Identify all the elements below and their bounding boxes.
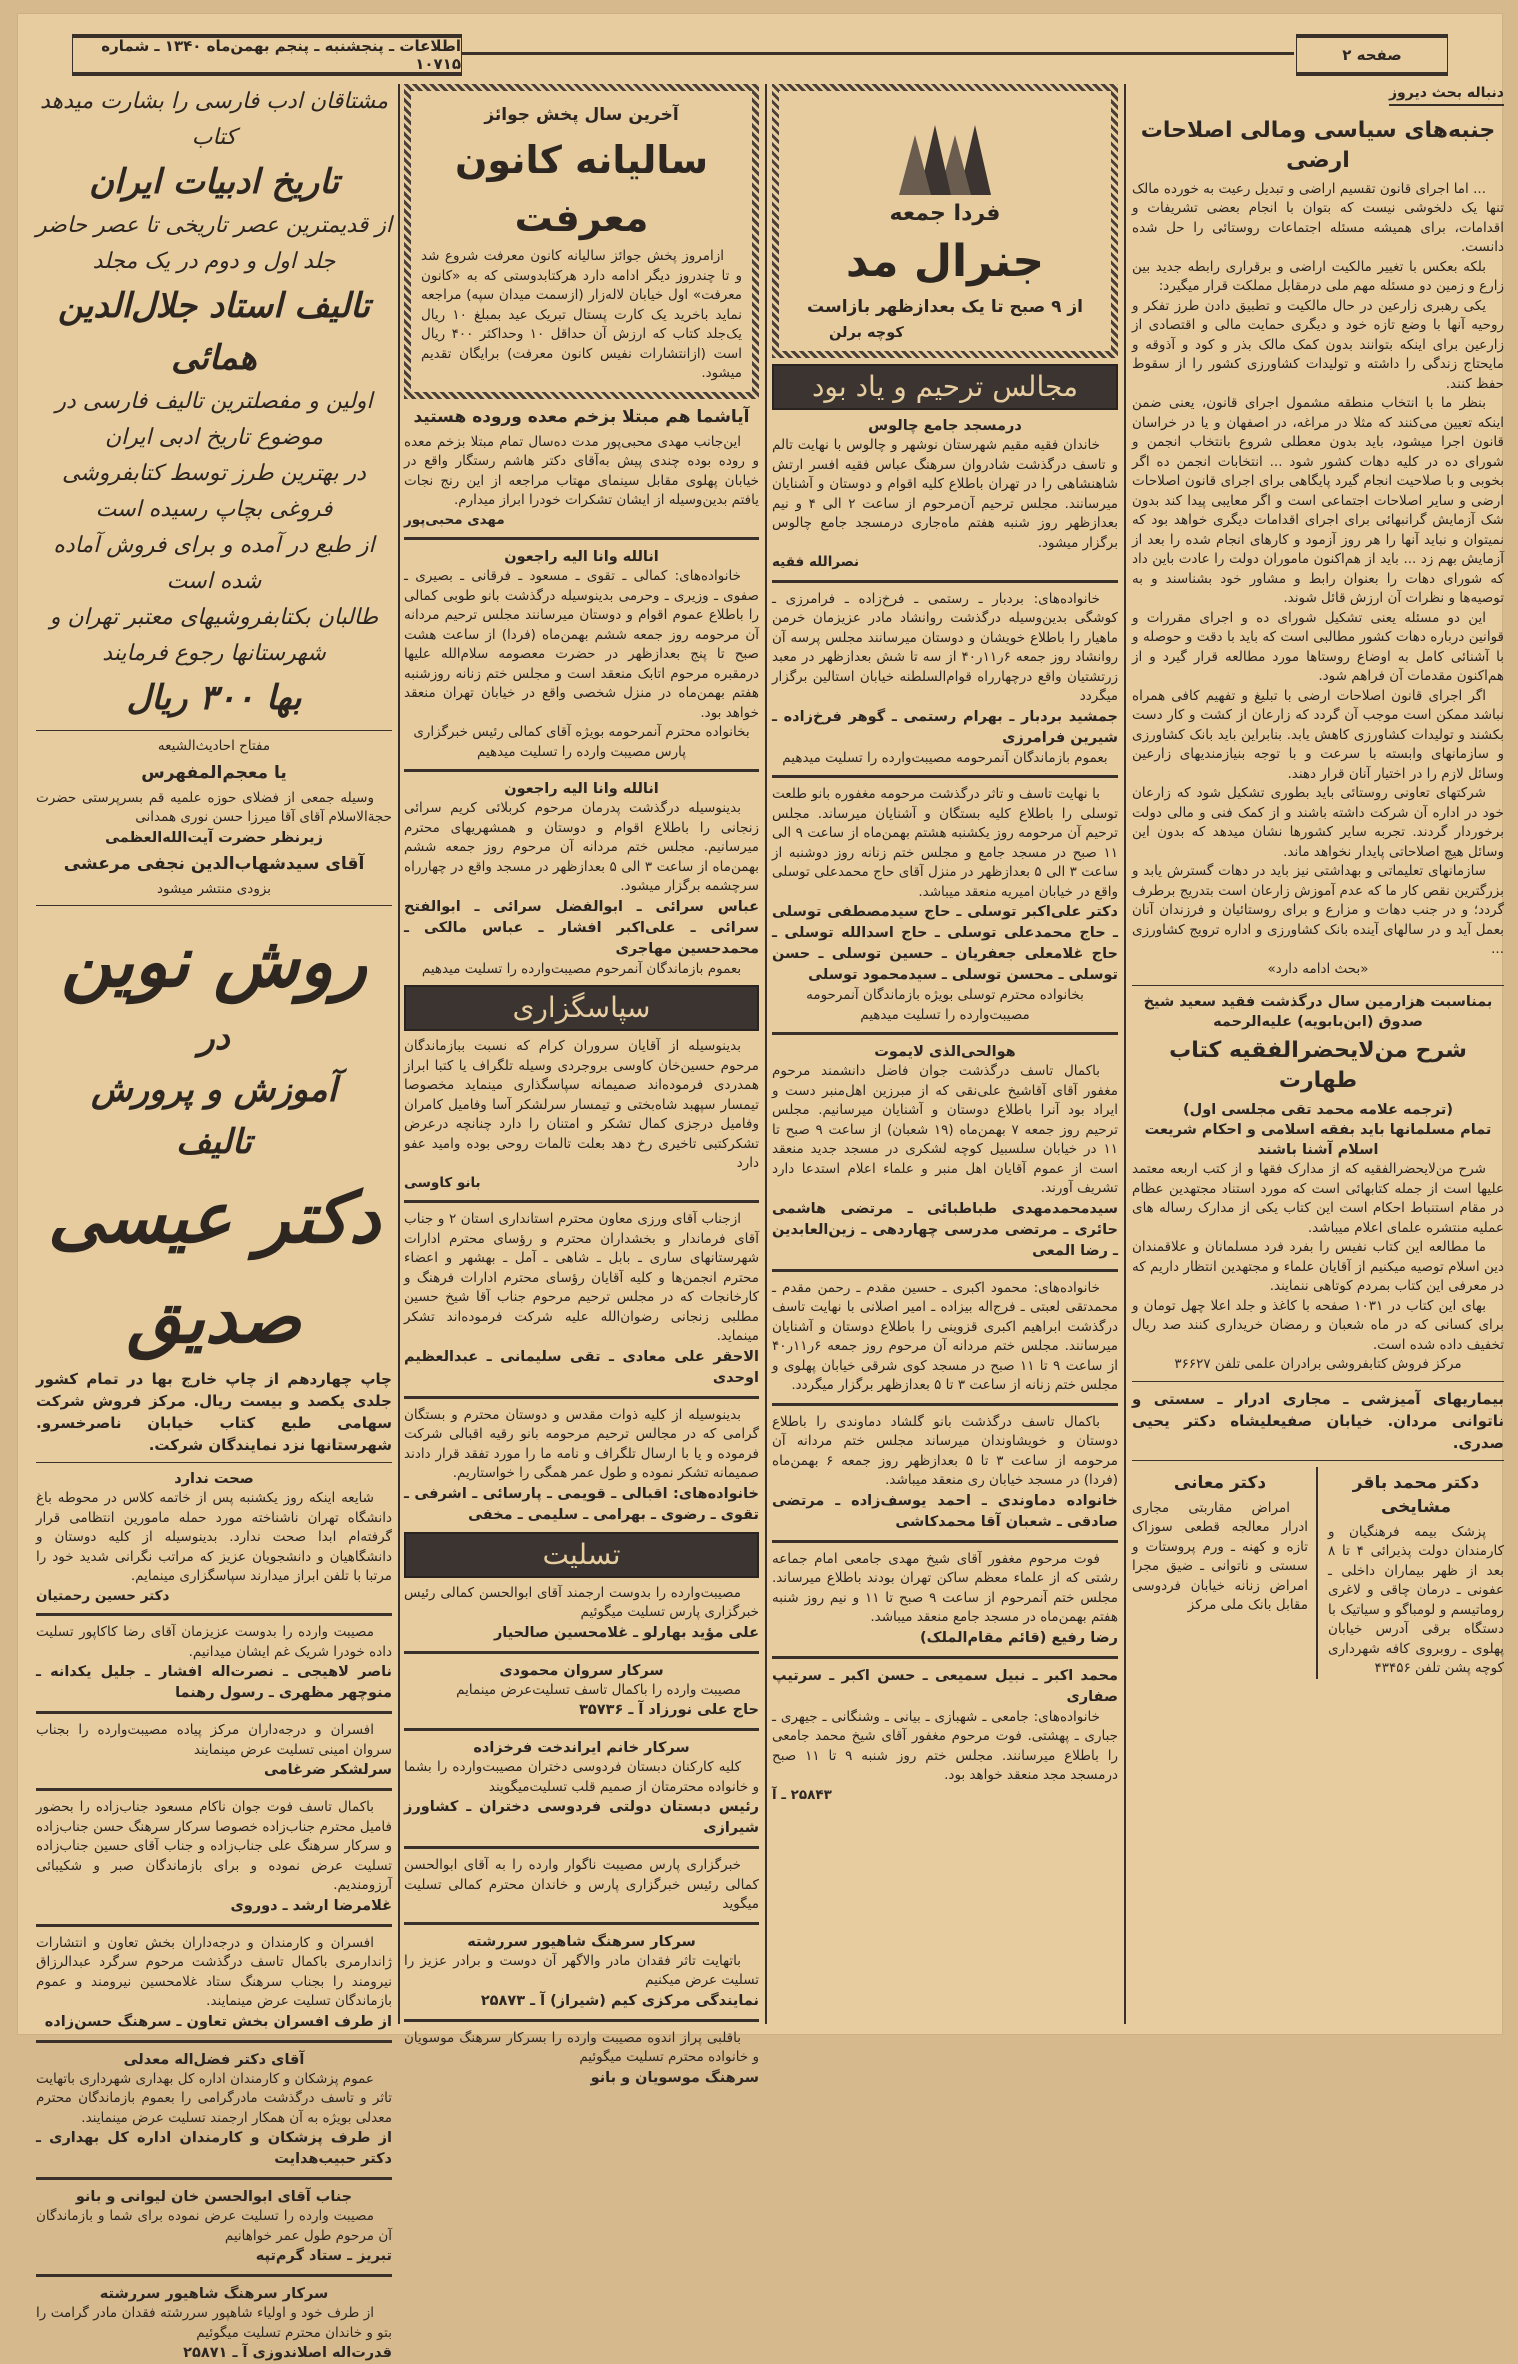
paragraph: مصیبت وارده را بدوست عزیزمان آقای رضا کاکاپور تسلیت داده خودرا شریک غم ایشان میدانیم. <box>36 1624 392 1660</box>
paragraph: مصیبت‌وارده را بدوست ارجمند آقای ابوالحسن کمالی رئیس خبرگزاری پارس تسلیت میگوئیم <box>404 1584 759 1620</box>
ad-title-line: بها ۳۰۰ ریال <box>126 678 302 718</box>
signatories: سیدمحمدمهدی طباطبائی ـ مرتضی هاشمی حائری ـ مرتضی مدرسی چهاردهی ـ زین‌العابدین ـ رضا المعی <box>772 1200 1118 1259</box>
signatories: علی مؤید بهارلو ـ غلامحسین صالحیار <box>493 1624 759 1641</box>
centered-note: مفتاح احادیث‌الشیعه <box>157 738 271 754</box>
block-title: درمسجد جامع چالوس <box>868 418 1022 434</box>
tree-icon <box>899 135 931 195</box>
divider <box>404 1651 759 1654</box>
subheadline: یا معجم‌المفهرس <box>141 762 287 783</box>
ad-text: ازامروز پخش جوائز سالیانه کانون معرفت شروع شد و تا چندروز دیگر ادامه دارد هرکتابدوستی که به «کانون معرفت» اول خیابان لاله‌زار (ازسمت میدان سپه) مراجعه نماید باخرید یک کارت پستال تبریک عید بمبلغ ۱۰ ریال یک‌جلد کتاب که ارزش آن حداقل ۱۰ وحداکثر ۴۰۰ ریال است (ازانتشارات نفیس کانون معرفت) برایگان تقدیم میشود. <box>421 248 742 381</box>
divider <box>36 730 392 731</box>
signature: نصرالله فقیه <box>772 554 860 570</box>
divider <box>772 1269 1118 1272</box>
divider <box>772 1403 1118 1406</box>
centered-note: بعموم بازماندگان آنمرحومه مصیبت‌وارده را تسلیت میدهیم <box>782 749 1108 766</box>
kanoon-marefat-ad <box>404 84 759 399</box>
paragraph: مصیبت وارده را تسلیت عرض نموده برای شما و بازماندگان آن مرحوم طول عمر خواهانیم <box>36 2208 392 2244</box>
divider <box>36 1924 392 1927</box>
headline: شرح من‌لایحضرالفقیه کتاب طهارت <box>1169 1038 1467 1093</box>
divider <box>1132 1381 1504 1382</box>
paragraph: شایعه اینکه روز یکشنبه پس از خاتمه کلاس در محوطه باغ دانشگاه تهران ناشناخته مورد حمله مامورین انتظامی قرار گرفته‌ام ابدا صحت ندارد. بدینوسیله از کلیه دوستان و دانشگاهیان و دانشجویان عزیز که مراتب نگرانی شدید خود را مرتبا با تلفن ابراز میدارند سپاسگزاری مینمایم. <box>36 1490 392 1584</box>
block-title: جناب آقای ابوالحسن خان لیوانی و بانو <box>75 2189 353 2205</box>
ad-kicker: فردا جمعه <box>889 201 1001 226</box>
centered-note: بخانواده محترم توسلی بویژه بازماندگان آنمرحومه مصیبت‌وارده را تسلیت میدهیم <box>806 987 1084 1023</box>
trees-logo-icon <box>789 105 1101 195</box>
divider <box>772 1540 1118 1543</box>
paragraph: وسیله جمعی از فضلای حوزه علمیه قم بسرپرستی حضرت حجة‌الاسلام آقای آقا میرزا حسن نوری همدانی <box>36 789 392 825</box>
block-title: سرکار سرهنگ شاهیور سررشته <box>467 1933 696 1950</box>
centered-note: بزودی منتشر میشود <box>156 880 272 897</box>
divider <box>772 775 1118 778</box>
signatories: سرهنگ موسویان و بانو <box>590 2069 759 2086</box>
header-rule <box>462 52 1294 55</box>
paragraph: بنظر ما با انتخاب منطقه مشمول اجرای قانون، یعنی ضمن اینکه تعیین می‌کنند که مثلا در مراغه، در اصفهان و یا در خراسان قانون اجرا میشود، باید بدون معطلی شروع بانتخاب انجمن و شورای ده در کلیه دهات کشور شود ... انتخابات انجمن ده اگر بخوبی و با صلاحیت انجام گیرد پایگاهی برای اجرای قانون اصلاحات ارضی و سایر اصلاحات اجتماعی است و اگر معایبی پیدا کند بدون شک آزمایش گرانبهائی برای اجرای اقدامات دیگری خواهد بود که نمیتوان و نباید آنها را هر روز آزمود و کارهای انجام شده را بعد از آزمایش بهم زد ... باید از هم‌اکنون ماموران دولت را عادت باین داد که شورای دهات را بعنوان رابط و مشاور خود بشناسند و به توصیه‌ها و نظرات آن ارزش قائل شوند. <box>1132 395 1504 606</box>
column-right <box>1132 84 1504 1679</box>
doctor-ads <box>1132 1467 1504 1679</box>
ad-line: کتاب <box>191 125 237 150</box>
paragraph: باقلبی پراز اندوه مصیبت وارده را بسرکار سرهنگ موسویان و خانواده محترم تسلیت میگوئیم <box>404 2029 759 2065</box>
signature: بانو کاوسی <box>404 1174 481 1191</box>
block-title: (ترجمه علامه محمد تقی مجلسی اول) <box>1182 1102 1454 1118</box>
general-mod-ad <box>772 84 1118 358</box>
paragraph: افسران و درجه‌داران مرکز پیاده مصیبت‌وارده را بجناب سروان امینی تسلیت عرض مینمایند <box>36 1722 392 1758</box>
signatories: سرلشکر ضرغامی <box>263 1762 392 1778</box>
divider <box>404 2019 759 2022</box>
divider <box>404 1396 759 1399</box>
ad-line: مشتاقان ادب فارسی را بشارت میدهد <box>40 89 388 114</box>
ad-title-line: تاریخ ادبیات ایران <box>88 162 340 202</box>
divider <box>36 2177 392 2180</box>
paragraph: بدینوسیله از آقایان سروران کرام که نسبت ببازماندگان مرحوم حسین‌خان کاوسی بروجردی وسیله تلگراف یا کتبا ابراز همدردی فرموده‌اند صمیمانه سپاسگذاری مینماید مخصوصا تیمسار سپهبد شاه‌بختی و تیمسار سرلشکر آسا وفامیل کامران وفامیل درجزی کمال تشکر و امتنان را دارد چنانچه درعرض تشکرکتبی تاخیری رخ دهد بعلت تالمات روحی بوده وامید عفو دارد <box>404 1038 759 1171</box>
divider <box>772 1656 1118 1659</box>
ad-line: طالبان بکتابفروشیهای معتبر تهران و شهرستانها رجوع فرمایند <box>49 605 379 666</box>
divider <box>404 1846 759 1849</box>
divider <box>36 905 392 906</box>
paragraph: افسران و کارمندان و درجه‌داران بخش تعاون و انتشارات ژاندارمری باکمال تاسف درگذشت مرحوم سرگرد عبدالرزاق نیرومند را بجناب سرهنگ ستاد غلامحسین نیرومند و عموم بازماندگان تسلیت عرض مینمایند. <box>36 1934 392 2009</box>
divider <box>36 1462 392 1463</box>
ad-title: روش نوین <box>61 920 367 1003</box>
divider <box>36 1613 392 1616</box>
headline: جنبه‌های سیاسی ومالی اصلاحات ارضی <box>1140 117 1496 173</box>
doctor-name: دکتر معانی <box>1173 1472 1267 1493</box>
doctor-ad <box>1328 1467 1504 1679</box>
doctor-ad-text: پزشک بیمه فرهنگیان و کارمندان دولت پذیرائی ۴ تا ۸ بعد از ظهر بیماران داخلی ـ عفونی ـ درمان چاقی و لاغری روماتیسم و لومباگو و سیاتیک با دستگاه برقی آدرس خیابان پهلوی ـ روبروی کافه شهرداری کوچه پشن تلفن ۴۳۴۵۶ <box>1328 1523 1505 1676</box>
divider <box>404 1728 759 1731</box>
subheadline: آیاشما هم مبتلا بزخم معده وروده هستید <box>413 406 750 427</box>
divider <box>772 580 1118 583</box>
signatories: قدرت‌اله اصلاندوزی آ ـ ۲۵۸۷۱ <box>183 2345 392 2361</box>
ad-line: اولین و مفصلترین تالیف فارسی در موضوع تاریخ ادبی ایران <box>55 389 373 450</box>
paragraph: ما مطالعه این کتاب نفیس را بفرد فرد مسلمانان و علاقمندان دین اسلام توصیه میکنیم از آقایان علماء و مجتهدین انتظار داریم که در معرفی این کتاب بمردم کوتاهی ننمایند. <box>1132 1239 1504 1294</box>
ad-title-line: آموزش و پرورش <box>91 1070 337 1110</box>
signatories: خانواده‌های: اقبالی ـ قویمی ـ پارسائی ـ اشرفی ـ تقوی ـ رضوی ـ بهرامی ـ سلیمی ـ مخفی <box>404 1485 759 1523</box>
paragraph: اگر اجرای قانون اصلاحات ارضی با تبلیغ و تفهیم کافی همراه نباشد ممکن است موجب آن گردد که زارعان از کشت و کار دست بکشند و تولیدات کشاورزی کاهش یابد. بنابراین باید بانک کشاورزی و سازمانهای وابسته با سرعت و با توجه بنیازمندیهای زارعین وسائل لازم را در اختیار آنان قرار دهند. <box>1132 687 1504 782</box>
signatories: از طرف افسران بخش تعاون ـ سرهنگ حسن‌زاده <box>44 2013 392 2030</box>
block-title: سرکار خانم ایراندخت فرخزاده <box>473 1740 690 1756</box>
block-title: زیرنظر حضرت آیت‌الله‌العظمی <box>105 829 323 846</box>
masthead-dateline: اطلاعات ـ پنجشنبه ـ پنجم بهمن‌ماه ۱۳۴۰ ـ شماره ۱۰۷۱۵ <box>101 37 461 73</box>
ad-title: جنرال مد <box>845 236 1045 287</box>
divider <box>1132 985 1504 986</box>
centered-note: بخانواده محترم آنمرحومه بویژه آقای کمالی رئیس خبرگزاری پارس مصیبت وارده را تسلیت میدهیم <box>413 724 750 760</box>
signatories: الاحقر علی معادی ـ تقی سلیمانی ـ عبدالعظیم اوحدی <box>404 1348 759 1386</box>
paragraph: با نهایت تاسف و تاثر درگذشت مرحومه مغفوره بانو طلعت توسلی را باطلاع کلیه بستگان و آشنایان میرساند. مجلس ترحیم آن مرحومه روز یکشنبه هشتم بهمن‌ماه از ساعت ۹ الی ۱۱ صبح در مسجد جامع و مجلس ختم زنانه روز دوشنبه از ساعت ۳ الی ۵ بعدازظهر در منزل آقای حاج محمدعلی توسلی واقع در خیابان امیریه منعقد میباشد. <box>772 786 1119 900</box>
signatories: حاج علی نورزاد آ ـ ۳۵۷۳۶ <box>579 1702 759 1718</box>
column-mid-right <box>772 84 1118 1805</box>
signatories: جمشید بردبار ـ بهرام رستمی ـ گوهر فرخ‌زاده ـ شیرین فرامرزی <box>772 708 1118 746</box>
section-banner: سپاسگزاری <box>404 985 759 1031</box>
paragraph: شرکتهای تعاونی روستائی باید بطوری تشکیل شود که زارعان خود در اداره آن شرکت داشته باشند و از کمک فنی و مالی دولت برخوردار گردند. تجربه سایر کشورها نشان میدهد که بدون این وسائل هیچ اصلاحاتی پایدار نخواهد ماند. <box>1132 785 1504 860</box>
paragraph: باکمال تاسف درگذشت بانو گلشاد دماوندی را باطلاع دوستان و خویشاوندان میرساند مجلس ختم مردانه آن مرحومه از ساعت ۳ تا ۵ بعدازظهر روز جمعه ۶ بهمن‌ماه (فردا) در مسجد خیابان ری منعقد میباشد. <box>772 1413 1118 1488</box>
paragraph: بدینوسیله درگذشت پدرمان مرحوم کربلائی کریم سرائی زنجانی را باطلاع اقوام و دوستان و همشهریهای محترم میرسانیم. مجلس ختم مردانه آن مرحوم روز جمعه ششم بهمن‌ماه از ساعت ۳ الی ۵ بعدازظهر در مسجد واقع در چهارراه سرچشمه برگزار میشود. <box>404 800 760 894</box>
paragraph: ... اما اجرای قانون تقسیم اراضی و تبدیل رعیت به خورده مالک تنها یک دلخوشی نیست که بتوان با انجام بعضی تشریفات و اقدامات، برای همیشه مسئله اجتماعات روستائی را حل شده دانست. <box>1132 180 1504 255</box>
paragraph: خانواده‌های: بردبار ـ رستمی ـ فرخ‌زاده ـ فرامرزی ـ کوشگی بدین‌وسیله درگذشت روانشاد مادر عزیزمان خرمن ماهیار را باطلاع خویشان و دوستان میرسانند مجلس پرسه آن روانشاد روز جمعه ۶ر۱۱ر۴۰ از سه تا شش بعدازظهر در معبد زرتشتیان واقع درچهارراه قوام‌السلطنه خیابان استالین برگزار میگردد <box>772 590 1118 704</box>
ad-title: سالیانه کانون معرفت <box>454 138 709 240</box>
ad-line: در بهترین طرز توسط کتابفروشی فروغی بچاپ رسیده است <box>62 461 366 522</box>
signatories: غلامرضا ارشد ـ دوروی <box>230 1897 392 1914</box>
column-divider <box>1124 84 1126 2024</box>
paragraph: یکی رهبری زارعین در حال مالکیت و تطبیق دادن طرز تفکر و روحیه آنها با وضع تازه خود و دیگری حمایت مالی و اقتصادی از زارعین برای اینکه بتوانند بدون کمک مالک بذر و کود و آذوقه و مایحتاج زندگی را داشته و تولیدات کشاورزی کشور را از سقوط حفظ کنند. <box>1132 297 1504 392</box>
block-title: تمام مسلمانها باید بفقه اسلامی و احکام شریعت اسلام آشنا باشند <box>1144 1122 1492 1158</box>
notice-text: چاپ چهاردهم از چاپ خارج بها در تمام کشور جلدی یکصد و بیست ریال. مرکز فروش شرکت سهامی طبع کتاب خیابان ناصرخسرو. شهرستانها نزد نمایندگان شرکت. <box>36 1370 392 1454</box>
paragraph: کلیه کارکنان دبستان فردوسی دختران مصیبت‌وارده را بشما و خانواده محترمتان از صمیم قلب تسلیت‌میگویند <box>404 1759 759 1795</box>
column-mid-left <box>404 84 759 2089</box>
column-left <box>36 84 392 2364</box>
divider <box>1132 1460 1504 1461</box>
signatories: نمایندگی مرکزی کیم (شیراز) آ ـ ۲۵۸۷۳ <box>480 1992 759 2009</box>
ad-hours: از ۹ صبح تا یک بعدازظهر بازاست <box>806 297 1084 317</box>
paragraph: خانواده‌های: محمود اکبری ـ حسین مقدم ـ رحمن مقدم ـ محمدتقی لعبتی ـ فرج‌اله بیزاده ـ امیر اصلانی با نهایت تاسف درگذشت ابراهیم اکبری قزوینی را باطلاع دوستان و آشنایان میرسانند. مجلس ختم مردانه آن مرحوم روز جمعه ۶ر۱۱ر۴۰ از ساعت ۹ تا ۱۱ صبح در مسجد کوی شرقی خیابان پهلوی و مجلس ختم زنانه از ساعت ۳ تا ۵ بعدازظهر برگزار میگردد. <box>772 1279 1119 1393</box>
block-title: انالله وانا الیه راجعون <box>504 549 659 565</box>
block-title: بمناسبت هزارمین سال درگذشت فقید سعید شیخ صدوق (ابن‌بابویه) علیه‌الرحمه <box>1143 994 1493 1030</box>
paragraph: خاندان فقیه مقیم شهرستان نوشهر و چالوس با نهایت تالم و تاسف درگذشت شادروان سرهنگ عباس فقیه افسر ارتش شاهنشاهی را در تهران باطلاع کلیه اقوام و دوستان و آشنایان میرسانند. مجلس ترحیم آن‌مرحوم از ساعت ۲ الی ۴ و نیم بعدازظهر روز شنبه هفتم ماه‌جاری درمسجد جامع چالوس برگزار میشود. <box>772 437 1118 551</box>
signatories: دکتر علی‌اکبر توسلی ـ حاج سیدمصطفی توسلی ـ حاج محمدعلی توسلی ـ حاج اسدالله توسلی ـ حاج غلامعلی جعفریان ـ حسین توسلی ـ حسن توسلی ـ محسن توسلی ـ سیدمحمود توسلی <box>772 904 1118 983</box>
ad-title: دکتر عیسی صدیق <box>47 1176 381 1359</box>
divider <box>36 1788 392 1791</box>
block-title: سرکار سروان محمودی <box>499 1662 664 1679</box>
paragraph: شرح من‌لایحضرالفقیه که از مدارک فقها و از کتب اربعه معتمد علیها است از جمله کتابهائی است که مورد استناد مجتهدین عظام در مقام استنباط احکام است این کتاب یکی از مدارک رساله های عملیه منتشره علمای اعلام میباشد. <box>1132 1161 1504 1236</box>
block-title: صحت ندارد <box>174 1471 254 1487</box>
page-number-box <box>1296 34 1448 76</box>
ad-title-line: در <box>198 1018 230 1058</box>
paragraph: بهای این کتاب در ۱۰۳۱ صفحه با کاغذ و جلد اعلا چهل تومان و برای کسانی که در ماه شعبان و رمضان خریداری کنند صد ریال تخفیف داده شده است. <box>1132 1297 1504 1353</box>
centered-note: مرکز فروش کتابفروشی برادران علمی تلفن ۳۶۶۲۷ <box>1174 1356 1462 1372</box>
paragraph: فوت مرحوم مغفور آقای شیخ مهدی جامعی امام جماعه رشتی که از علماء معظم ساکن تهران بودند باطلاع میرساند. مجلس ختم آنمرحوم از ساعت ۹ صبح تا ۱۱ و نیم روز شنبه هفتم بهمن‌ماه در مسجد جامع منعقد میباشد. <box>772 1550 1118 1625</box>
signature: مهدی محبی‌پور <box>404 511 505 528</box>
signatories: رئیس دبستان دولتی فردوسی دختران ـ کشاورز شیرازی <box>404 1799 759 1836</box>
paragraph: مصیبت وارده را باکمال تاسف تسلیت‌عرض مینمایم <box>456 1681 741 1698</box>
block-title: هوالحی‌الذی لایموت <box>874 1044 1016 1060</box>
block-title: انالله وانا الیه راجعون <box>504 781 659 797</box>
divider <box>404 537 759 540</box>
signatories: رضا رفیع (قائم مقام‌الملک) <box>919 1629 1118 1646</box>
column-divider <box>398 84 400 2024</box>
signatories: از طرف پزشکان و کارمندان اداره کل بهداری ـ دکتر حبیب‌هدایت <box>36 2130 392 2167</box>
divider <box>404 1922 759 1925</box>
divider <box>36 2274 392 2277</box>
signatories: محمد اکبر ـ نبیل سمیعی ـ حسن اکبر ـ سرتیپ صفاری <box>772 1667 1118 1705</box>
divider <box>404 1200 759 1203</box>
paragraph: باکمال تاسف درگذشت جوان فاضل دانشمند مرحوم مغفور آقای آقاشیخ علی‌نقی که از مبرزین اهل‌منبر دست و ایراد بود آنرا باطلاع دوستان و آشنایان میرسانیم. مجلس ترحیم روز جمعه ۷ بهمن‌ماه (۱۹ شعبان) از ساعت ۹ صبح تا ۱۱ در خیابان سلسبیل کوچه لشکری در مسجد جدید منعقد است از عموم آقایان اهل منبر و علماء اعلام استدعا دارد تشریف آورند. <box>772 1063 1118 1196</box>
paragraph: خانواده‌های: جامعی ـ شهبازی ـ بیانی ـ وشنگانی ـ جیهری ـ جباری ـ پهشتی. فوت مرحوم مغفور آقای شیخ محمد جامعی را باطلاع میرسانند. مجلس ختم روز شنبه ۹ تا ۱۱ صبح درمسجد مجد منعقد خواهد بود. <box>772 1708 1118 1783</box>
doctor-ad <box>1132 1467 1318 1679</box>
divider <box>36 1711 392 1714</box>
block-title: سرکار سرهنگ شاهیور سررشته <box>99 2286 329 2302</box>
divider <box>404 769 759 772</box>
masthead-box <box>72 34 462 76</box>
signature: ۲۵۸۴۳ ـ آ <box>772 1786 832 1803</box>
paragraph: خبرگزاری پارس مصیبت ناگوار وارده را به آقای ابوالحسن کمالی رئیس خبرگزاری پارس و خاندان محترم کمالی تسلیت میگوید <box>404 1857 759 1912</box>
signatories: خانواده دماوندی ـ احمد یوسف‌زاده ـ مرتضی صادقی ـ شعبان آقا محمدکاشی <box>772 1492 1118 1530</box>
paragraph: این دو مسئله یعنی تشکیل شورای ده و اجرای مقررات و قوانین درباره دهات کشور مطالبی است که باید با دقت و حوصله و با آشنائی کامل به اوضاع روستاها مورد مطالعه قرار گیرد و از هم‌اکنون مقدمات آن فراهم شود. <box>1132 609 1504 684</box>
signatories: ناصر لاهیجی ـ نصرت‌اله افشار ـ جلیل یکدانه ـ منوچهر مظهری ـ رسول رهنما <box>36 1664 392 1701</box>
subheadline: آقای سیدشهاب‌الدین نجفی مرعشی <box>63 853 365 874</box>
paragraph: عموم پزشکان و کارمندان اداره کل بهداری شهرداری باتهایت تاثر و تاسف درگذشت مادرگرامی را بعموم بازماندگان محترم معدلی بویژه به آن همکار ارجمند تسلیت عرض مینمایند. <box>36 2070 392 2126</box>
paragraph: بدینوسیله از کلیه ذوات مقدس و دوستان محترم و بستگان گرامی که در مجالس ترحیم مرحومه بانو رقیه اقبالی شرکت فرموده و یا با ارسال تلگراف و نامه ما را مورد تفقد قرار دادند صمیمانه تشکر نموده و طول عمر همگی را خواستاریم. <box>404 1406 759 1481</box>
divider <box>36 2040 392 2043</box>
ad-kicker: آخرین سال پخش جوائز <box>484 105 679 125</box>
signatories: عباس سرائی ـ ابوالفضل سرائی ـ ابوالفتح سرائی ـ علی‌اکبر افشار ـ عباس مالکی ـ محمدحسین مهاجری <box>404 898 759 957</box>
paragraph: باتهایت تاثر فقدان مادر والاگهر آن دوست و برادر عزیز را تسلیت عرض میکنیم <box>404 1952 759 1988</box>
section-banner: تسلیت <box>404 1532 759 1578</box>
paragraph: باکمال تاسف فوت جوان ناکام مسعود جناب‌زاده را بحضور فامیل محترم جناب‌زاده خصوصا سرکار سرهنگ حسن جناب‌زاده و سرکار سرهنگ علی جناب‌زاده و جناب آقای حسین جناب‌زاده تسلیت عرض نموده و برای بازماندگان صبر و شکیبائی آرزومندیم. <box>36 1799 392 1893</box>
notice-text: بیماریهای آمیزشی ـ مجاری ادرار ـ سستی و ناتوانی مردان. خیابان صفیعلیشاه دکتر یحیی صدری. <box>1132 1389 1504 1452</box>
paragraph: این‌جانب مهدی محبی‌پور مدت ده‌سال تمام مبتلا بزخم معده و روده بوده چندی پیش به‌آقای دکتر هاشم رستگار واقع در خیابان پهلوی مقابل سینمای مهتاب مراجعه از این رنج نجات یافتم بدین‌وسیله از ایشان تشکرات خودرا ابراز میدارم. <box>404 433 759 508</box>
page-number: صفحه ۲ <box>1342 46 1402 64</box>
section-kicker: دنباله بحث دیروز <box>1389 84 1504 106</box>
paragraph: از طرف خود و اولیاء شاهپور سررشته فقدان مادر گرامت را بتو و خاندان محترم تسلیت میگوئیم <box>36 2305 392 2341</box>
paragraph: خانواده‌های: کمالی ـ تقوی ـ مسعود ـ فرقانی ـ بصیری ـ صفوی ـ وزیری ـ وحرمی بدینوسیله درگذشت بانو طوبی کمالی را باطلاع عموم اقوام و دوستان میرسانند مجلس ترحیم مردانه آن مرحومه روز جمعه ششم بهمن‌ماه (فردا) از ساعت هشت صبح تا پنج بعدازظهر در حضرت معصومه سلام‌الله علیها درمقبره مرحوم اتابک منعقد است و مجلس ختم زنانه روزشنبه هفتم بهمن‌ماه در منزل شخصی واقع در خیابان تهران منعقد خواهد بود. <box>404 568 759 721</box>
section-banner: مجالس ترحیم و یاد بود <box>772 364 1118 410</box>
signatories: تبریز ـ ستاد گرم‌تپه <box>255 2248 392 2264</box>
paragraph: سازمانهای تعلیماتی و بهداشتی نیز باید در دهات گسترش یابد و بزرگترین نقص کار ما که عدم آموزش زارعان است بتدریج برطرف گردد؛ و در جنب دهات و مزارع و برای روستائیان و فرزندان آنان بعمل آید و در سالهای آینده بانک کشاورزی و اداره ترویج کشاورزی ... <box>1132 863 1504 957</box>
ad-line: از قدیمترین عصر تاریخی تا عصر حاضر <box>36 213 392 238</box>
ad-line: جلد اول و دوم در یک مجلد <box>92 249 336 274</box>
centered-note: «بحث ادامه دارد» <box>1267 960 1369 977</box>
ad-address: کوچه برلن <box>829 325 904 341</box>
column-divider <box>765 84 767 2024</box>
signature: دکتر حسین رحمتیان <box>36 1587 170 1604</box>
ad-title-line: تالیف <box>176 1122 252 1162</box>
ad-title-line: تالیف استاد جلال‌الدین همائی <box>57 286 370 378</box>
paragraph: ازجناب آقای ورزی معاون محترم استانداری استان ۲ و جناب آقای فرماندار و بخشداران محترم و رؤسای محترم ادارات شهرستانهای ساری ـ بابل ـ شاهی ـ آمل ـ بهشهر و اعضاء محترم انجمن‌ها و کلیه آقایان رؤسای محترم ادارات فرهنگ و کارخانجات که در مجلس ترحیم مرحوم جناب آقا شیخ حسین مطلبی زنجانی رضوان‌الله علیه شرکت فرموده‌اند تشکر مینماید. <box>404 1211 759 1344</box>
divider <box>772 1032 1118 1035</box>
block-title: آقای دکتر فضل‌اله معدلی <box>123 2051 305 2068</box>
doctor-name: دکتر محمد باقر مشایخی <box>1352 1472 1480 1517</box>
paragraph: بلکه بعکس با تغییر مالکیت اراضی و برقراری رابطه جدید بین زارع و زمین دو مسئله مهم ملی درمقابل مملکت قرار میگیرد: <box>1132 258 1504 294</box>
centered-note: بعموم بازماندگان آنمرحوم مصیبت‌وارده را تسلیت میدهیم <box>421 960 742 977</box>
doctor-ad-text: امراض مقاربتی مجاری ادرار معالجه قطعی سوزاک تازه و کهنه ـ ورم پروستات و سستی و ناتوانی ـ ضیق مجرا امراض زنانه خیابان فردوسی مقابل بانک ملی مرکز <box>1132 1499 1308 1613</box>
ad-line: از طبع در آمده و برای فروش آماده شده است <box>53 533 375 594</box>
